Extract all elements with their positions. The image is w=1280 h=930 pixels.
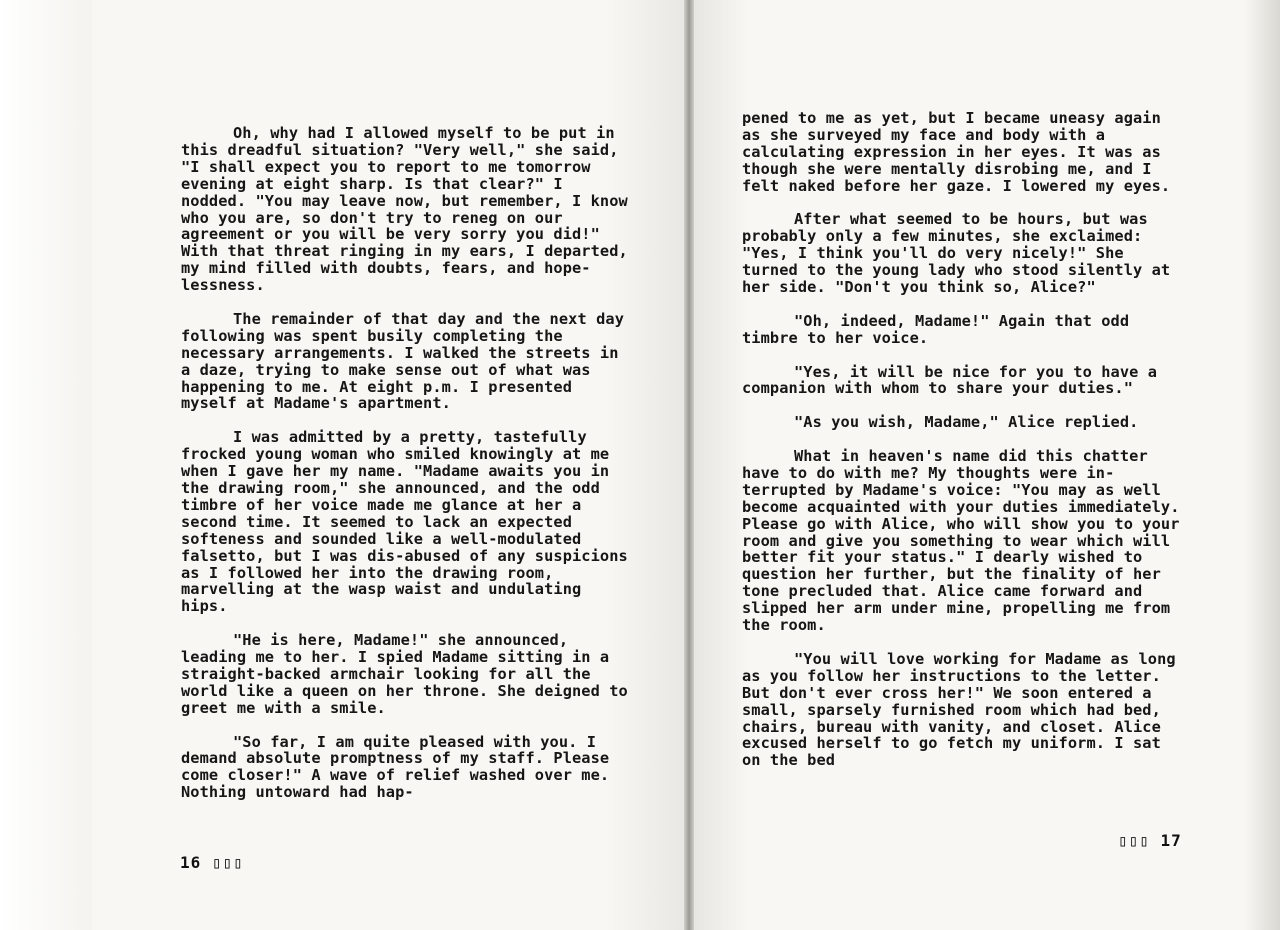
paragraph: The remainder of that day and the next day following was spent busily completing the necessary arrangements. I walked the streets in a daze, trying to make sense out of what was happening to me. At eight p.m. I presented myself at Madame's apartment. — [181, 309, 624, 413]
paragraph: "As you wish, Madame," Alice replied. — [794, 413, 1139, 432]
page-number-right: ▯▯▯ 17 — [1118, 831, 1182, 850]
paragraph: "He is here, Madame!" she announced, leading me to her. I spied Madame sitting in a straight-backed armchair looking for all the world like a queen on her throne. She deigned to greet me with a smile. — [181, 631, 628, 717]
paragraph: "You will love working for Madame as long as you follow her instructions to the letter. But don't ever cross her!" We soon entered a small, sparsely furnished room which had bed, chairs, bureau with vanity, and closet. Alice excused herself to go fetch my uniform. I sat on the bed — [742, 649, 1176, 770]
paragraph: After what seemed to be hours, but was probably only a few minutes, she exclaimed: "Yes, I think you'll do very nicely!" She turned to the young lady who stood silently at her side. "Don't you think so, Alice?" — [742, 210, 1171, 297]
paragraph: "Oh, indeed, Madame!" Again that odd timbre to her voice. — [742, 311, 1130, 347]
left-page-text — [181, 125, 631, 818]
book-gutter — [684, 0, 694, 930]
page-number-left: 16 ▯▯▯ — [180, 853, 244, 872]
page-edge-shadow — [0, 0, 92, 930]
paragraph: I was admitted by a pretty, tastefully frocked young woman who smiled knowingly at me when I gave her my name. "Madame awaits you in the drawing room," she announced, and the odd timbre of her voice made me glance at her a second time. It seemed to lack an expected softeness and sounded like a well-modulated falsetto, but I was dis-abused of any suspicions as I followed her into the drawing room, marvelling at the wasp waist and undulating hips. — [181, 428, 628, 616]
paragraph: pened to me as yet, but I became uneasy again as she surveyed my face and body with a calculating expression in her eyes. It was as though she were mentally disrobing me, and I felt naked before her gaze. I lowered my eyes. — [742, 109, 1171, 195]
paragraph: "So far, I am quite pleased with you. I demand absolute promptness of my staff. Please come closer!" A wave of relief washed over me. Nothing untoward had hap- — [181, 732, 610, 802]
right-page-text — [742, 110, 1187, 786]
paragraph: Oh, why had I allowed myself to be put in this dreadful situation? "Very well," she said, "I shall expect you to report to me tomorrow evening at eight sharp. Is that clear?" I nodded. "You may leave now, but remember, I know who you are, so don't try to reneg on our agreement or you will be very sorry you did!" With that threat ringing in my ears, I departed, my mind filled with doubts, fears, and hope-lessness. — [181, 124, 628, 295]
paragraph: "Yes, it will be nice for you to have a companion with whom to share your duties." — [742, 362, 1158, 398]
paragraph: What in heaven's name did this chatter have to do with me? My thoughts were in-terrupted by Madame's voice: "You may as well become acquainted with your duties immediately. Please go with Alice, who will show you to your room and give you something to wear which will better fit your status." I dearly wished to question her further, but the finality of her tone precluded that. Alice came forward and slipped her arm under mine, propelling me from the room. — [742, 447, 1180, 635]
